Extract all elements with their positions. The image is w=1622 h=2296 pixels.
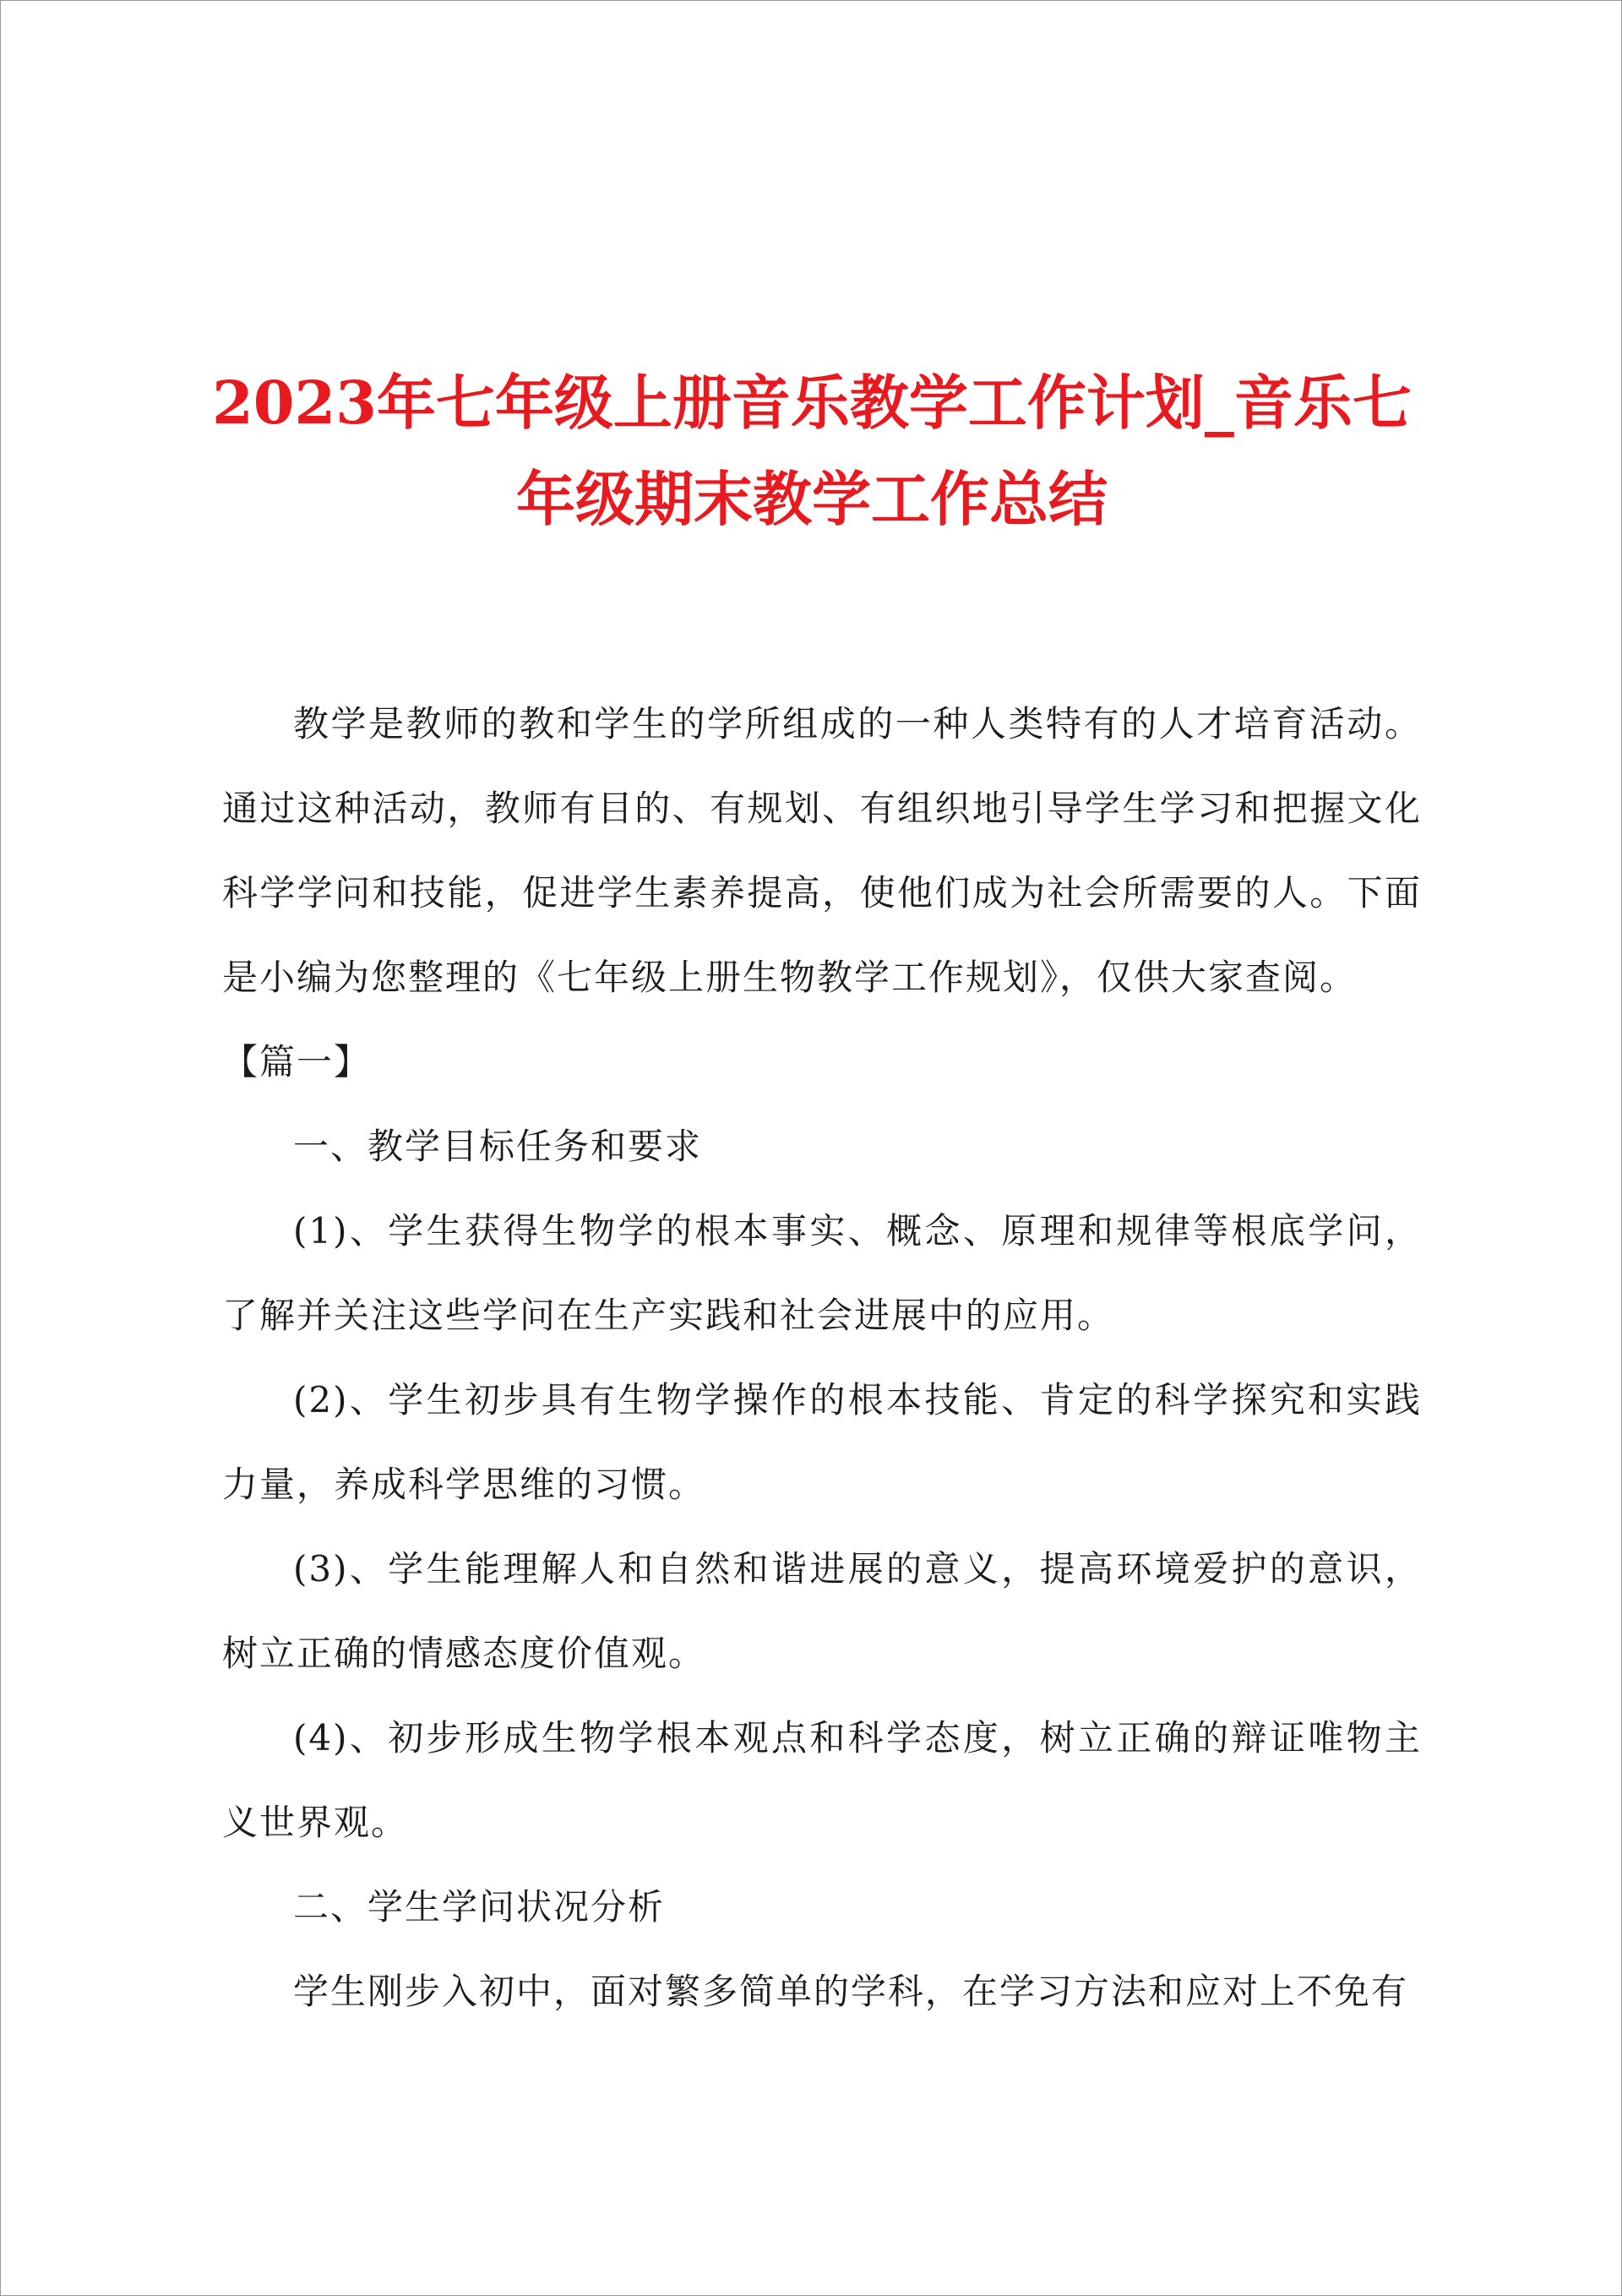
section-marker: 【篇一】 — [222, 1041, 372, 1083]
title-line-1: 2023年七年级上册音乐教学工作计划_音乐七 — [212, 367, 1412, 438]
goal-item-2: (2)、学生初步具有生物学操作的根本技能、肯定的科学探究和实践力量，养成科学思维的习惯。 — [222, 1379, 1422, 1505]
goal-item-1: (1)、学生获得生物学的根本事实、概念、原理和规律等根底学问，了解并关注这些学问在生产实践和社会进展中的应用。 — [222, 1210, 1422, 1336]
analysis-paragraph: 学生刚步入初中，面对繁多简单的学科，在学习方法和应对上不免有 — [293, 1971, 1409, 2012]
document-title — [170, 355, 1454, 548]
title-line-2: 年级期末教学工作总结 — [516, 463, 1108, 534]
goal-item-3: (3)、学生能理解人和自然和谐进展的意义，提高环境爱护的意识，树立正确的情感态度价值观。 — [222, 1548, 1422, 1674]
heading-student-analysis: 二、学生学问状况分析 — [293, 1886, 666, 1928]
intro-paragraph: 教学是教师的教和学生的学所组成的一种人类特有的人才培育活动。通过这种活动，教师有目的、有规划、有组织地引导学生学习和把握文化科学学问和技能，促进学生素养提高，使他们成为社会所需要的人。下面是小编为您整理的《七年级上册生物教学工作规划》，仅供大家查阅。 — [222, 703, 1422, 998]
heading-teaching-goals: 一、教学目标任务和要求 — [293, 1126, 703, 1167]
goal-item-4: (4)、初步形成生物学根本观点和科学态度，树立正确的辩证唯物主义世界观。 — [222, 1717, 1422, 1843]
document-body — [222, 682, 1422, 2034]
